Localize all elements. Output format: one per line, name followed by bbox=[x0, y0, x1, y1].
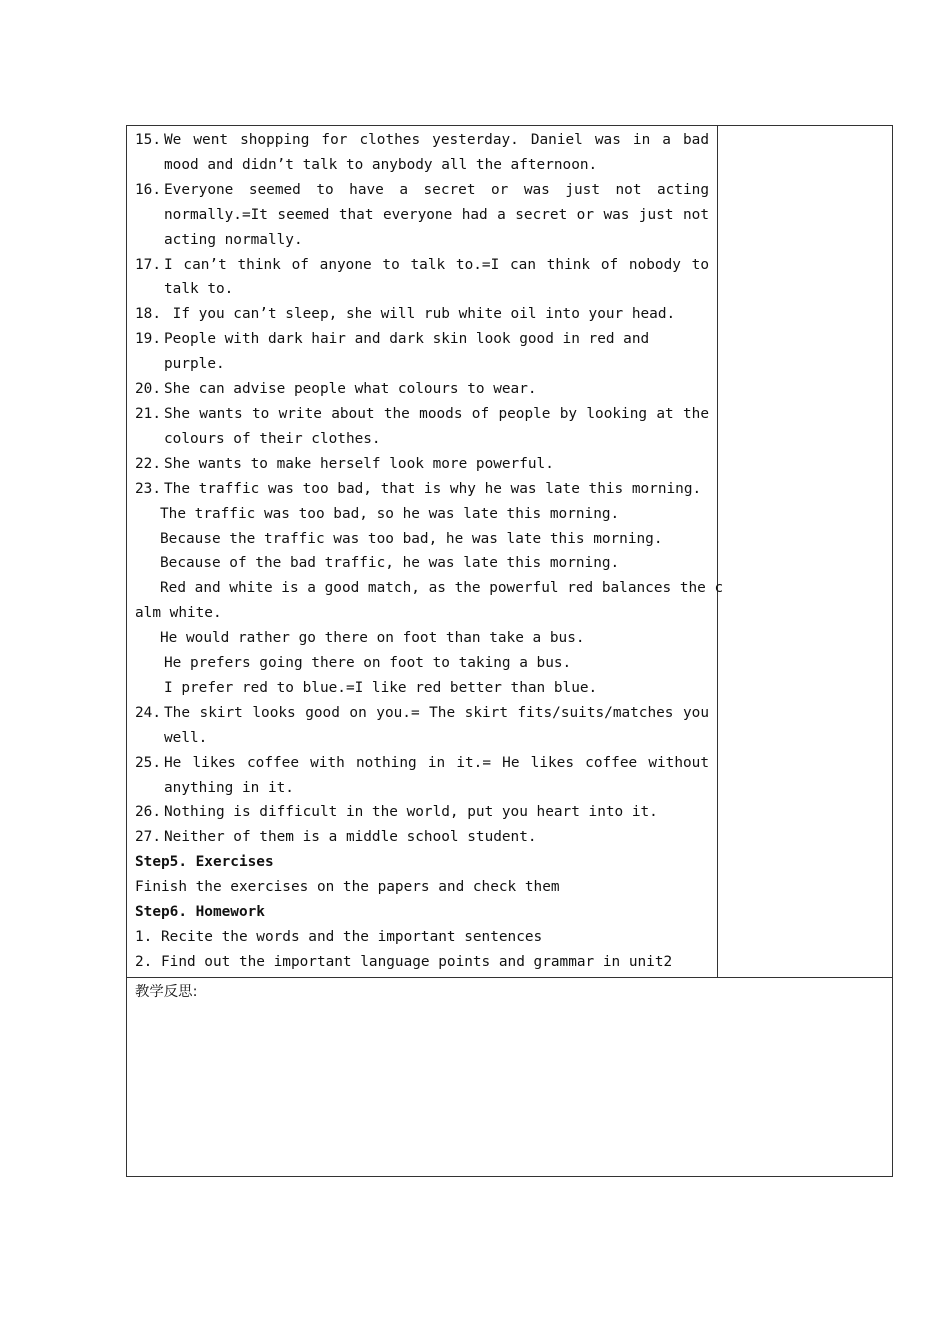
item-text: She can advise people what colours to wear. bbox=[164, 381, 537, 398]
item-number: 18. bbox=[135, 306, 161, 323]
item-number: 17. bbox=[135, 256, 161, 273]
reflection-cell bbox=[127, 977, 893, 1176]
sentence-item bbox=[135, 701, 709, 751]
main-content-cell bbox=[127, 126, 724, 978]
item-text: She wants to make herself look more powerful. bbox=[164, 455, 554, 472]
homework-item: 1. Recite the words and the important sentences bbox=[135, 929, 543, 945]
example-sentence: He would rather go there on foot than take a bus. bbox=[160, 630, 585, 647]
example-sentence: I prefer red to blue.=I like red better than blue. bbox=[164, 679, 598, 696]
item-text: The skirt looks good on you.= The skirt fits/suits/matches you well. bbox=[164, 704, 709, 746]
sentence-item bbox=[135, 477, 709, 502]
item-number: 20. bbox=[135, 381, 161, 398]
item-text: He likes coffee with nothing in it.= He likes coffee without anything in it. bbox=[164, 754, 709, 796]
item-text: She wants to write about the moods of people by looking at the colours of their clothes. bbox=[164, 405, 709, 447]
item-text: Neither of them is a middle school student. bbox=[164, 829, 537, 846]
alternative-sentence: Because the traffic was too bad, he was late this morning. bbox=[160, 530, 663, 547]
item-number: 26. bbox=[135, 804, 161, 821]
step6-heading: Step6. Homework bbox=[135, 904, 265, 921]
item-number: 25. bbox=[135, 754, 161, 771]
sentence-item bbox=[135, 452, 709, 477]
item-text: Everyone seemed to have a secret or was just not acting normally.=It seemed that everyone had a secret or was just not acting normally. bbox=[164, 181, 709, 248]
sentence-item bbox=[135, 800, 709, 825]
item-text: Nothing is difficult in the world, put you heart into it. bbox=[164, 804, 658, 821]
item-number: 27. bbox=[135, 829, 161, 846]
sentence-item bbox=[135, 178, 709, 253]
sentence-item bbox=[135, 327, 709, 377]
item-number: 23. bbox=[135, 480, 161, 497]
item-number: 15. bbox=[135, 132, 161, 148]
item-number: 16. bbox=[135, 181, 161, 198]
notes-column bbox=[718, 126, 893, 978]
item-text: I can’t think of anyone to talk to.=I can think of nobody to talk to. bbox=[164, 256, 709, 298]
item-text: We went shopping for clothes yesterday. Daniel was in a bad mood and didn’t talk to anybody all the afternoon. bbox=[164, 132, 709, 173]
item-text: The traffic was too bad, that is why he was late this morning. bbox=[164, 480, 702, 497]
content-block bbox=[127, 126, 724, 977]
item-number: 21. bbox=[135, 405, 161, 422]
homework-item: 2. Find out the important language points and grammar in unit2 bbox=[135, 953, 673, 970]
step5-text: Finish the exercises on the papers and check them bbox=[135, 879, 560, 896]
alternative-sentence: Because of the bad traffic, he was late this morning. bbox=[160, 555, 620, 572]
example-sentence: He prefers going there on foot to taking a bus. bbox=[164, 655, 572, 672]
item-number: 19. bbox=[135, 331, 161, 348]
reflection-label: 教学反思: bbox=[135, 983, 198, 1000]
sentence-item bbox=[135, 402, 709, 452]
item-text: People with dark hair and dark skin look good in red and purple. bbox=[164, 331, 650, 373]
example-sentence-continued: alm white. bbox=[135, 605, 222, 622]
sentence-item bbox=[135, 825, 709, 850]
example-sentence: Red and white is a good match, as the powerful red balances the c bbox=[160, 580, 724, 597]
sentence-item bbox=[135, 377, 709, 402]
step5-heading: Step5. Exercises bbox=[135, 854, 274, 871]
alternative-sentence: The traffic was too bad, so he was late this morning. bbox=[160, 505, 620, 522]
sentence-item bbox=[135, 751, 709, 801]
sentence-item bbox=[135, 302, 709, 327]
sentence-item bbox=[135, 128, 709, 178]
sentence-item bbox=[135, 253, 709, 303]
item-number: 22. bbox=[135, 455, 161, 472]
item-number: 24. bbox=[135, 704, 161, 721]
lesson-table bbox=[126, 125, 893, 1177]
item-text: If you can’t sleep, she will rub white oil into your head. bbox=[164, 306, 676, 323]
